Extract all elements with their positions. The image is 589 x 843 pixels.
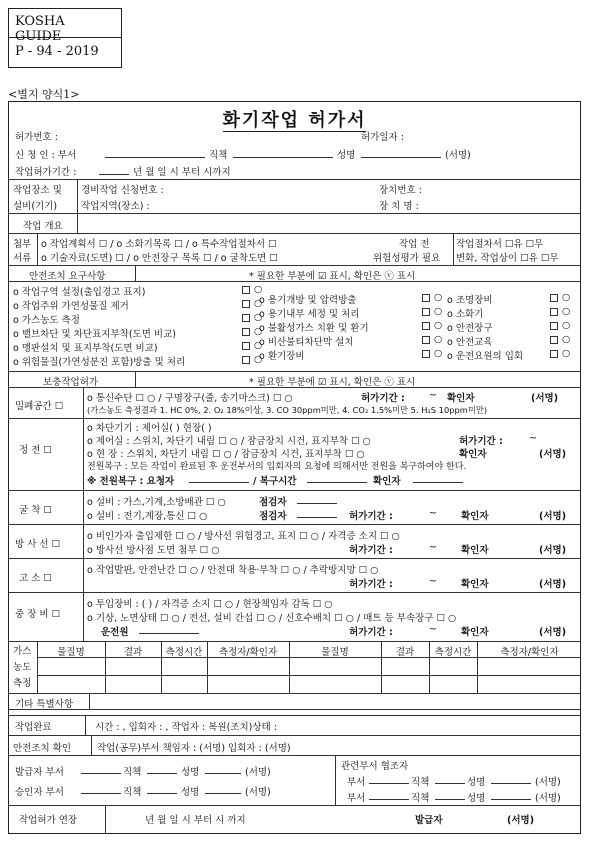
rank-label: 직책 (411, 793, 430, 804)
related-name-field[interactable] (491, 775, 531, 784)
complete-label: 작업완료 (15, 722, 52, 733)
divider (9, 524, 580, 525)
other-label: 기타 특별사항 (15, 699, 74, 710)
tilde: ~ (429, 576, 437, 587)
safety-check[interactable]: ○ (421, 334, 442, 345)
divider (9, 558, 580, 559)
divider (77, 179, 78, 213)
period-year-field[interactable] (99, 166, 129, 175)
position-field[interactable] (233, 149, 333, 158)
divider (83, 387, 84, 641)
approver-dept-field[interactable] (81, 785, 121, 794)
divider (9, 709, 580, 710)
attachment-label: <별지 양식1> (8, 88, 80, 101)
checker-label: 점검자 (259, 511, 287, 522)
power-row-2[interactable]: o 제어실 : 스위치, 차단기 내림 ☐ ○ / 잠금장치 시건, 표지부착 ☐ ○ (87, 436, 371, 447)
divider (477, 641, 478, 693)
device-no-label: 장치번호 : (379, 185, 422, 196)
divider (77, 213, 78, 233)
gas-header-cell: 측정시간 (165, 647, 203, 658)
sign-bold: (서명) (507, 815, 535, 826)
safety-item[interactable]: o 용기개방 및 압력방출 (259, 295, 357, 306)
risk-eval-label: 위험성평가 필요 (373, 253, 441, 264)
issuer-name-field[interactable] (205, 765, 241, 774)
confirmer-label: 확인자 (459, 449, 487, 460)
applicant-label: 신 청 인 : 부서 (15, 150, 77, 161)
confined-row-2: (가스농도 측정결과 1. HC 0%, 2. O₂ 18%이상, 3. CO 30ppm미만, 4. CO₂ 1.5%미만 5. H₂S 10ppm미만) (87, 405, 488, 415)
permit-date-label: 허가일자 : (361, 132, 404, 143)
divider (335, 755, 336, 805)
divider (9, 213, 580, 214)
confirmer-label: 확인자 (461, 579, 489, 590)
divider (37, 657, 580, 658)
issuer-dept-field[interactable] (81, 765, 121, 774)
dept-label: 부서 (347, 793, 366, 804)
gas-label-3: 측정 (13, 678, 32, 689)
divider (91, 735, 92, 755)
safety-check[interactable]: ○ (549, 292, 570, 303)
related-dept-field[interactable] (369, 775, 409, 784)
safety-check[interactable]: ○ (549, 320, 570, 331)
checker-field[interactable] (297, 495, 337, 504)
dept-label: 부서 (347, 777, 366, 788)
pre-work-label: 작업 전 (399, 239, 430, 250)
divider (453, 233, 454, 265)
safety-item[interactable]: o 소화기 (447, 309, 484, 320)
divider (9, 490, 580, 491)
safety-check[interactable]: ○ (241, 298, 262, 309)
operator-label: 운전원 (101, 627, 129, 638)
permit-time-label: 허가기간 : (349, 511, 393, 522)
safety-item[interactable]: o 맹판설치 및 표지부착(도면 비교) (13, 343, 158, 354)
place-label-1: 작업장소 및 (13, 185, 62, 196)
related-label: 관련부서 협조자 (341, 761, 409, 772)
issuer-rank-field[interactable] (147, 765, 177, 774)
work-summary-label: 작업 개요 (23, 221, 63, 232)
divider (9, 755, 580, 756)
sign-label: (서명) (539, 449, 567, 460)
safety-check[interactable]: ○ (241, 312, 262, 323)
complete-row[interactable]: 시간 : , 입회자 : , 작업자 : 복원(조치)상태 : (95, 722, 277, 733)
safety-check[interactable]: ○ (421, 306, 442, 317)
tilde: ~ (429, 542, 437, 553)
safety-check[interactable]: ○ (421, 348, 442, 359)
checker-field[interactable] (297, 509, 337, 518)
gas-header-cell: 결과 (395, 647, 415, 658)
related-rank-field-2[interactable] (435, 791, 465, 800)
divider (9, 387, 580, 388)
sign-label: (서명) (531, 393, 559, 404)
form-title: 화기작업 허가서 (222, 110, 367, 131)
attach-row-1[interactable]: o 작업계획서 ☐ / o 소화기목록 ☐ / o 특수작업절차서 ☐ (41, 239, 277, 250)
confirmer-label: 확인자 (447, 393, 475, 404)
divider (37, 233, 38, 265)
excav-row-1[interactable]: o 설비 : 가스,기계,소방배관 ☐ ○ (87, 497, 226, 508)
tilde: ~ (529, 433, 537, 444)
sign-label: (서명) (539, 579, 567, 590)
approver-rank-field[interactable] (147, 785, 177, 794)
sign-label: (서명) (535, 793, 561, 804)
safety-item[interactable]: o 안전장구 (447, 323, 493, 334)
power-row-1[interactable]: o 차단기기 : 제어실( ) 현장( ) (87, 423, 212, 434)
sign-label: (서명) (539, 545, 567, 556)
safety-check[interactable]: ○ (421, 320, 442, 331)
mark-note-2: * 필요한 부분에 ☑ 표시, 확인은 ⓥ 표시 (249, 377, 416, 388)
confined-label[interactable]: 밀폐공간 ☐ (15, 401, 64, 412)
work-area-label: 작업지역(장소) : (81, 201, 150, 212)
permit-time-label: 허가기간 : (459, 436, 503, 447)
height-label[interactable]: 고 소 ☐ (19, 573, 52, 584)
rank-label: 직책 (123, 767, 142, 778)
sign-label: (서명) (535, 777, 561, 788)
permit-form (8, 101, 581, 834)
name-label: 성명 (337, 150, 356, 161)
proc-doc-label[interactable]: 작업절차서 ☐유 ☐무 (456, 239, 544, 250)
confirmer-label: 확인자 (373, 476, 401, 487)
tilde: ~ (429, 390, 437, 401)
gas-header-cell: 물질명 (321, 647, 349, 658)
divider (381, 641, 382, 693)
gas-header-cell: 측정시간 (434, 647, 472, 658)
confirmer-label: 확인자 (461, 545, 489, 556)
safety-item[interactable]: o 작업구역 설정(출입경고 표지) (13, 287, 146, 298)
safety-item[interactable]: o 밸브차단 및 차단표지부착(도면 비교) (13, 329, 176, 340)
divider (9, 281, 580, 282)
confirmer-field[interactable] (413, 474, 463, 483)
power-row-3[interactable]: o 현 장 : 스위치, 차단기 내림 ☐ ○ / 잠금장치 시건, 표지부착 ☐ ○ (87, 449, 365, 460)
attach-row-2[interactable]: o 기술자료(도면) ☐ / o 안전장구 목록 ☐ / o 굴착도면 ☐ (41, 253, 278, 264)
nm-label: 성명 (467, 777, 486, 788)
gas-header-cell: 측정자/확인자 (500, 647, 559, 658)
rad-label[interactable]: 방 사 선 ☐ (15, 539, 61, 550)
guide-title: KOSHA GUIDE (9, 9, 121, 38)
safety-req-label: 안전조치 요구사항 (29, 271, 106, 282)
divider (105, 805, 106, 833)
heavy-label[interactable]: 중 장 비 ☐ (15, 609, 61, 620)
safety-check[interactable]: ○ (549, 348, 570, 359)
approver-name-field[interactable] (205, 785, 241, 794)
issuer-label: 발급자 부서 (15, 767, 64, 778)
guide-box (8, 8, 122, 68)
heavy-row-1[interactable]: o 투입장비 : ( ) / 자격증 소지 ☐ ○ / 현장책임자 감독 ☐ ○ (87, 599, 333, 610)
divider (9, 805, 580, 806)
guide-code: P - 94 - 2019 (15, 44, 99, 59)
safety-item[interactable]: o 위험물질(가연성분진 포함)방출 및 처리 (13, 357, 186, 368)
gas-label-1: 가스 (13, 646, 32, 657)
mark-note-1: * 필요한 부분에 ☑ 표시, 확인은 ⓥ 표시 (249, 271, 416, 282)
gas-header-cell: 측정자/확인자 (218, 647, 278, 658)
divider (207, 641, 208, 693)
restore-time-field[interactable] (307, 474, 367, 483)
divider (289, 641, 290, 693)
tilde: ~ (429, 508, 437, 519)
divider (9, 371, 580, 372)
divider (9, 735, 580, 736)
safety-check[interactable]: ○ (549, 306, 570, 317)
place-label-2: 설비(기기) (13, 201, 58, 212)
safety-check[interactable]: ○ (241, 354, 262, 365)
divider (85, 715, 86, 735)
safety-item[interactable]: o 비산불티차단막 설치 (259, 337, 354, 348)
divider (89, 693, 90, 709)
rank-label: 직책 (123, 787, 142, 798)
gas-label-2: 농도 (13, 662, 32, 673)
divider (37, 675, 580, 676)
sign-label: (서명) (539, 627, 567, 638)
power-row-4: 전원복구 : 모든 작업이 완료된 후 운전부서의 입회자의 요청에 의해서만 전원을 복구하여야 한다. (87, 462, 467, 472)
confirmer-label: 확인자 (461, 627, 489, 638)
divider (105, 641, 106, 693)
divider (9, 418, 580, 419)
nm-label: 성명 (467, 793, 486, 804)
checker-label: 점검자 (259, 497, 287, 508)
confined-row-1[interactable]: o 통신수단 ☐ ○ / 구명장구(줄, 송기마스크) ☐ ○ (87, 393, 293, 404)
safety-item[interactable]: o 환기장비 (259, 351, 305, 362)
power-row-5b: / 복구시간 (253, 476, 297, 487)
permit-no-label: 허가번호 : (15, 132, 58, 143)
safety-item[interactable]: o 작업주위 가연성물질 제거 (13, 301, 129, 312)
permit-time-label: 허가기간 : (349, 545, 393, 556)
name-field[interactable] (361, 149, 441, 158)
safety-item[interactable]: o 가스농도 측정 (13, 315, 80, 326)
safety-item[interactable]: o 운전요원의 입회 (447, 351, 524, 362)
divider (9, 265, 580, 266)
gas-header-cell: 결과 (123, 647, 143, 658)
heavy-row-2[interactable]: o 기상, 노면상태 ☐ ○ / 전선, 설비 간섭 ☐ ○ / 신호수배치 ☐ ○ / 매트 등 부속장구 ☐ ○ (87, 613, 457, 624)
sign-label: (서명) (245, 787, 271, 798)
divider (9, 592, 580, 593)
divider (9, 715, 580, 716)
divider (9, 179, 580, 180)
rad-row-1[interactable]: o 비인가자 출입제한 ☐ ○ / 방사선 위험경고, 표지 ☐ ○ / 자격증 소지 ☐ ○ (87, 531, 400, 542)
safety-check[interactable]: ○ (549, 334, 570, 345)
gas-header-cell: 물질명 (57, 647, 85, 658)
extend-row[interactable]: 년 월 일 시 부터 시 까지 (145, 815, 246, 826)
related-rank-field[interactable] (435, 775, 465, 784)
excav-row-2[interactable]: o 설비 : 전기,계장,통신 ☐ ○ (87, 511, 208, 522)
tilde: ~ (429, 624, 437, 635)
confirmer-label: 확인자 (461, 511, 489, 522)
period-units: 년 월 일 시 부터 시까지 (133, 167, 231, 178)
safety-item[interactable]: o 조명장비 (447, 295, 493, 306)
divider (161, 641, 162, 693)
divider (9, 641, 580, 642)
permit-time-label: 허가기간 : (349, 627, 393, 638)
power-row-5a: ※ 전원복구 : 요청자 (87, 476, 175, 487)
safety-check-row[interactable]: 작업(공무)부서 책임자 : (서명) 입회자 : (서명) (97, 743, 291, 754)
safety-item[interactable]: o 불활성가스 치환 및 환기 (259, 323, 369, 334)
related-dept-field-2[interactable] (369, 791, 409, 800)
concurrent-no-label: 경비작업 신청번호 : (81, 185, 164, 196)
device-name-label: 장 치 명 : (379, 201, 419, 212)
height-row-1[interactable]: o 작업발판, 안전난간 ☐ ○ / 안전대 착용·부착 ☐ ○ / 추락방지망 ☐ ○ (87, 565, 379, 576)
rad-row-2[interactable]: o 방사선 방사점 도면 첨부 ☐ ○ (87, 545, 220, 556)
sign-label: (서명) (539, 511, 567, 522)
divider (9, 233, 580, 234)
safety-check[interactable]: ○ (421, 292, 442, 303)
proc-change-label[interactable]: 변화, 작업상이 ☐유 ☐무 (456, 253, 559, 264)
nm-label: 성명 (181, 767, 200, 778)
divider (429, 641, 430, 693)
work-period-label: 작업허가기간 : (15, 167, 77, 178)
position-label: 직책 (209, 150, 228, 161)
supp-permit-label: 보충작업허가 (43, 377, 99, 388)
sign-label: (서명) (245, 767, 271, 778)
permit-time-label: 허가기간 : (349, 579, 393, 590)
safety-check[interactable]: ○ (241, 284, 262, 295)
safety-item[interactable]: o 용기내부 세정 및 처리 (259, 309, 360, 320)
extend-label: 작업허가 연장 (19, 815, 78, 826)
power-label[interactable]: 정 전 ☐ (19, 445, 52, 456)
dept-field[interactable] (105, 149, 205, 158)
attach-label-1: 첨부 (13, 239, 32, 250)
nm-label: 성명 (181, 787, 200, 798)
applicant-sign: (서명) (445, 150, 471, 161)
requester-field[interactable] (189, 474, 249, 483)
operator-field[interactable] (139, 625, 199, 634)
safety-check-label: 안전조치 확인 (13, 743, 72, 754)
safety-check[interactable]: ○ (241, 340, 262, 351)
related-name-field-2[interactable] (491, 791, 531, 800)
permit-time-label: 허가기간 : (361, 393, 405, 404)
divider (9, 693, 580, 694)
divider (135, 371, 136, 387)
approver-label: 승인자 부서 (15, 787, 64, 798)
excav-label[interactable]: 굴 착 ☐ (19, 505, 52, 516)
issuer-bold: 발급자 (415, 815, 443, 826)
attach-label-2: 서류 (13, 253, 32, 264)
safety-item[interactable]: o 안전교육 (447, 337, 493, 348)
safety-check[interactable]: ○ (241, 326, 262, 337)
divider (135, 265, 136, 281)
rank-label: 직책 (411, 777, 430, 788)
